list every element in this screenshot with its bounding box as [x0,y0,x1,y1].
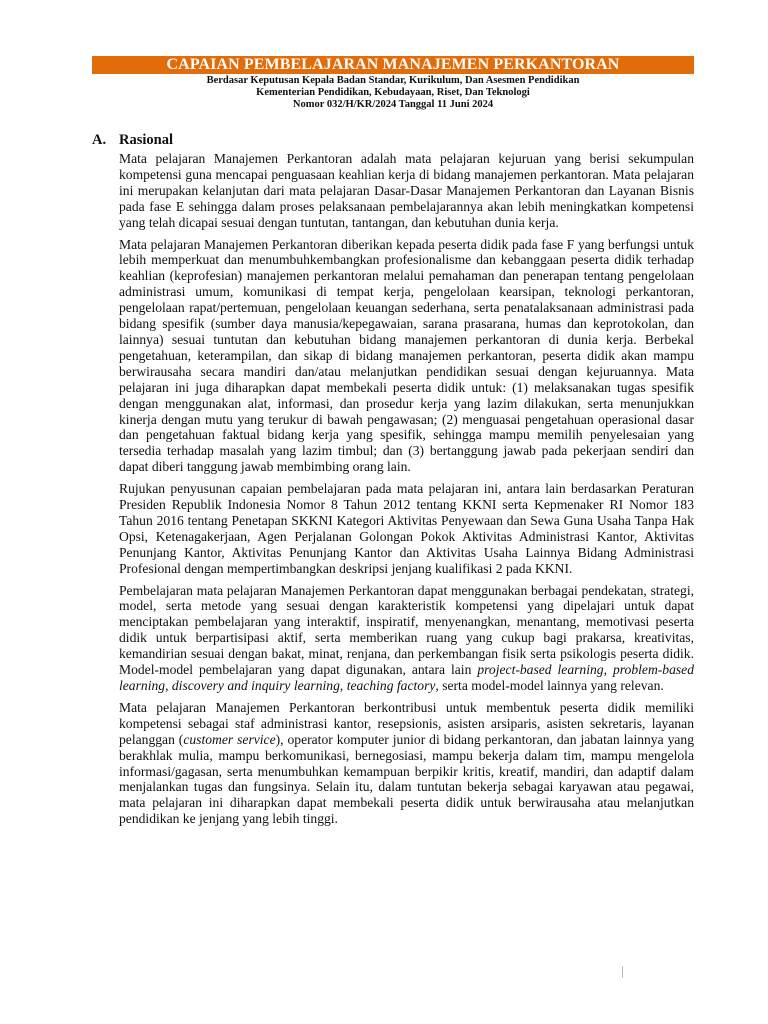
p4-sep-1: , [603,662,613,678]
subtitle-line-2: Kementerian Pendidikan, Kebudayaan, Riset, Dan Teknologi [256,87,530,98]
p4-sep-3: , [339,678,347,693]
page-divider-mark [622,966,623,978]
section-number: A. [92,132,107,148]
p4-term-3: discovery and inquiry learning [171,678,340,693]
section-heading [92,132,173,149]
subtitle-line-1: Berdasar Keputusan Kepala Badan Standar, Kurikulum, Dan Asesmen Pendidikan [206,75,580,86]
section-title: Rasional [119,132,173,148]
document-title: CAPAIAN PEMBELAJARAN MANAJEMEN PERKANTORAN [92,56,694,74]
paragraph-1: Mata pelajaran Manajemen Perkantoran adalah mata pelajaran kejuruan yang berisi sekumpulan kompetensi guna mencapai penguasaan keahlian kerja di bidang manajemen perkantoran. Mata pelajaran ini merupakan kelanjutan dari mata pelajaran Dasar-Dasar Manajemen Perkantoran dan Layanan Bisnis pada fase E sehingga dalam proses pelaksanaan pembelajarannya akan lebih meningkatkan kompetensi yang telah dicapai sesuai dengan tuntutan, tantangan, dan kebutuhan dunia kerja. [119,151,694,230]
paragraph-4 [119,583,694,694]
paragraph-3: Rujukan penyusunan capaian pembelajaran pada mata pelajaran ini, antara lain berdasarkan Peraturan Presiden Republik Indonesia Nomor 8 Tahun 2012 tentang KKNI serta Kepmenaker RI Nomor 183 Tahun 2016 tentang Penetapan SKKNI Kategori Aktivitas Penyewaan dan Sewa Guna Usaha Tanpa Hak Opsi, Ketenagakerjaan, Agen Perjalanan Golongan Pokok Aktivitas Administrasi Kantor, Aktivitas Penunjang Kantor, Aktivitas Penunjang Kantor dan Aktivitas Usaha Lainnya Bidang Administrasi Profesional dengan mempertimbangkan deskripsi jenjang kualifikasi 2 pada KKNI. [119,481,694,576]
p4-term-2: problem-based learning [119,662,695,693]
paragraph-5 [119,700,694,827]
p4-text-before: Pembelajaran mata pelajaran Manajemen Perkantoran dapat menggunakan berbagai pendekatan, strategi, model, serta metode yang sesuai dengan karakteristik kompetensi yang dipelajari untuk dapat menciptakan pembelajaran yang interaktif, inspiratif, menyenangkan, menantang, memotivasi peserta didik untuk berpartisipasi aktif, serta memberikan ruang yang cukup bagi prakarsa, kreativitas, kemandirian sesuai dengan bakat, minat, renjana, dan perkembangan fisik serta psikologis peserta didik. Model-model pembelajaran yang dapat digunakan, antara lain [119,582,694,678]
section-body [119,151,694,833]
subtitle-line-3: Nomor 032/H/KR/2024 Tanggal 11 Juni 2024 [292,99,494,110]
document-subtitle [92,75,694,111]
p5-term: customer service [183,731,276,747]
p4-sep-2: , [165,678,172,693]
p4-text-after: , serta model-model lainnya yang relevan. [435,678,664,693]
p5-text-before: Mata pelajaran Manajemen Perkantoran berkontribusi untuk membentuk peserta didik memiliki kompetensi sebagai staf administrasi kantor, resepsionis, asisten arsiparis, asisten sekretaris, layanan pelanggan ( [119,699,694,747]
p4-term-1: project-based learning [477,662,604,678]
paragraph-2: Mata pelajaran Manajemen Perkantoran diberikan kepada peserta didik pada fase F yang berfungsi untuk lebih memperkuat dan menumbuhkembangkan profesionalisme dan kebanggaan peserta didik terhadap keahlian (keprofesian) manajemen perkantoran melalui pemahaman dan penerapan tentang pengelolaan administrasi umum, komunikasi di tempat kerja, pengelolaan kearsipan, teknologi perkantoran, pengelolaan rapat/pertemuan, pengelolaan keuangan sederhana, serta penatalaksanaan administrasi pada bidang spesifik (sumber daya manusia/kepegawaian, sarana prasarana, humas dan keprotokolan, dan lainnya) sesuai tuntutan dan kebutuhan bidang manajemen perkantoran di dunia kerja. Berbekal pengetahuan, keterampilan, dan sikap di bidang manajemen perkantoran, peserta didik akan mampu berwirausaha secara mandiri dan/atau melanjutkan pendidikan sesuai dengan kejuruannya. Mata pelajaran ini juga diharapkan dapat membekali peserta didik untuk: (1) melaksanakan tugas spesifik dengan menggunakan alat, informasi, dan prosedur kerja yang lazim dilakukan, serta menunjukkan kinerja dengan mutu yang terukur di bawah pengawasan; (2) menguasai pengetahuan operasional dasar dan pengetahuan faktual bidang kerja yang spesifik, sehingga mampu memilih penyelesaian yang tersedia terhadap masalah yang lazim timbul; dan (3) bertanggung jawab pada pekerjaan sendiri dan dapat diberi tanggung jawab membimbing orang lain. [119,236,694,475]
p5-text-after: ), operator komputer junior di bidang perkantoran, dan jabatan lainnya yang berakhlak mulia, mampu berkomunikasi, bernegosiasi, mampu bekerja dalam tim, mampu mengelola informasi/gagasan, serta menumbuhkan kemampuan berpikir kritis, kreatif, mandiri, dan adaptif dalam menjalankan tugas dan fungsinya. Selain itu, dalam tuntutan bekerja sebagai karyawan atau pegawai, mata pelajaran ini diharapkan dapat membekali peserta didik untuk berwirausaha atau melanjutkan pendidikan ke jenjang yang lebih tinggi. [119,731,695,827]
p4-term-4: teaching factory [346,678,436,693]
